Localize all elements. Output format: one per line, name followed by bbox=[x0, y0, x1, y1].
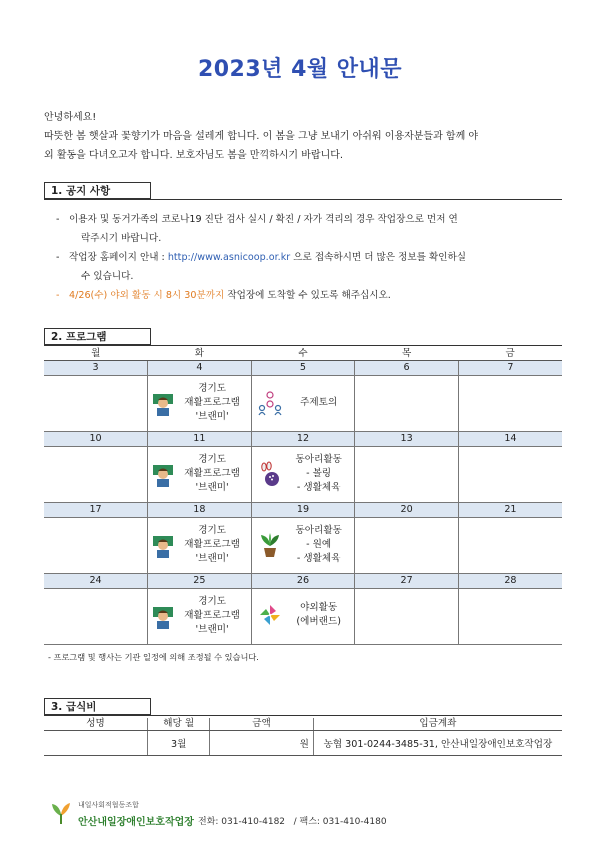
date-cell: 6 bbox=[355, 361, 459, 376]
program-line: 경기도 bbox=[198, 596, 226, 607]
date-cell: 18 bbox=[148, 503, 252, 518]
empty-cell bbox=[44, 589, 148, 645]
program-line: 재활프로그램 bbox=[184, 539, 240, 550]
activity-line: - 볼링 bbox=[306, 468, 332, 479]
notice-list bbox=[56, 210, 562, 305]
intro-line: 외 활동을 다녀오고자 합니다. 보호자님도 봄을 만끽하시기 바랍니다. bbox=[44, 150, 344, 161]
notice-text: 으로 접속하시면 더 많은 정보를 확인하실 bbox=[290, 252, 467, 263]
date-cell: 13 bbox=[355, 432, 459, 447]
activity-line: - 생활체육 bbox=[296, 482, 341, 493]
date-cell: 25 bbox=[148, 574, 252, 589]
date-cell: 19 bbox=[251, 503, 355, 518]
fee-header: 해당 월 bbox=[148, 718, 210, 731]
program-line: '브랜미' bbox=[195, 411, 229, 422]
activity-line: (에버랜드) bbox=[296, 616, 341, 627]
empty-cell bbox=[355, 376, 459, 432]
sprout-logo-icon bbox=[50, 800, 72, 828]
date-cell: 12 bbox=[251, 432, 355, 447]
empty-cell bbox=[355, 447, 459, 503]
program-line: 경기도 bbox=[198, 454, 226, 465]
fee-header: 입금계좌 bbox=[313, 718, 562, 731]
calendar-note: - 프로그램 및 행사는 기관 일정에 의해 조정될 수 있습니다. bbox=[48, 652, 259, 662]
section-heading-meal: 3. 급식비 bbox=[44, 698, 151, 715]
people-discussion-icon bbox=[258, 390, 282, 416]
activity-cell bbox=[251, 376, 355, 432]
notice-item: - 작업장 홈페이지 안내 : http://www.asnicoop.or.kr 으로 접속하시면 더 많은 정보를 확인하실 수 있습니다. bbox=[56, 252, 467, 282]
program-line: 경기도 bbox=[198, 525, 226, 536]
notice-item: - 이용자 및 동거가족의 코로나19 진단 검사 실시 / 확진 / 자가 격리의 경우 작업장으로 먼저 연 락주시기 바랍니다. bbox=[56, 214, 458, 244]
footer bbox=[50, 798, 550, 832]
org-small-name: 내일사회적협동조합 bbox=[78, 801, 139, 809]
program-line: 재활프로그램 bbox=[184, 610, 240, 621]
notice-text: 락주시기 바랍니다. bbox=[81, 233, 162, 244]
program-cell bbox=[148, 518, 252, 574]
empty-cell bbox=[355, 589, 459, 645]
date-cell: 21 bbox=[458, 503, 562, 518]
page-title: 2023년 4월 안내문 bbox=[197, 57, 403, 82]
plant-icon bbox=[258, 532, 282, 558]
date-cell: 27 bbox=[355, 574, 459, 589]
intro-line: 따뜻한 봄 햇살과 꽃향기가 마음을 설레게 합니다. 이 봄을 그냥 보내기 아쉬워 이용자분들과 함께 야 bbox=[44, 131, 479, 142]
fee-amount-cell: 원 bbox=[210, 731, 314, 756]
pinwheel-icon bbox=[258, 603, 282, 629]
date-cell: 3 bbox=[44, 361, 148, 376]
section-heading-program: 2. 프로그램 bbox=[44, 328, 151, 345]
date-cell: 10 bbox=[44, 432, 148, 447]
intro-line: 안녕하세요! bbox=[44, 112, 97, 123]
program-line: 재활프로그램 bbox=[184, 468, 240, 479]
notice-text: 작업장에 도착할 수 있도록 해주십시오. bbox=[224, 290, 391, 301]
date-cell: 5 bbox=[251, 361, 355, 376]
weekday-header: 수 bbox=[251, 348, 355, 361]
program-cell bbox=[148, 447, 252, 503]
fee-name-cell bbox=[44, 731, 148, 756]
date-cell: 28 bbox=[458, 574, 562, 589]
fee-account-cell: 농협 301-0244-3485-31, 안산내일장애인보호작업장 bbox=[313, 731, 562, 756]
weekday-header: 화 bbox=[148, 348, 252, 361]
activity-line: - 원예 bbox=[306, 539, 332, 550]
empty-cell bbox=[44, 518, 148, 574]
section-heading-notice: 1. 공지 사항 bbox=[44, 182, 151, 199]
section-divider bbox=[44, 715, 562, 716]
notice-text: 이용자 및 동거가족의 코로나19 진단 검사 실시 / 확진 / 자가 격리의 경우 작업장으로 먼저 연 bbox=[69, 214, 458, 225]
intro-text bbox=[44, 108, 564, 165]
program-line: '브랜미' bbox=[195, 624, 229, 635]
notice-text: 수 있습니다. bbox=[81, 271, 134, 282]
empty-cell bbox=[458, 589, 562, 645]
program-cell bbox=[148, 589, 252, 645]
activity-cell bbox=[251, 518, 355, 574]
program-line: 경기도 bbox=[198, 383, 226, 394]
activity-line: 주제토의 bbox=[300, 397, 338, 408]
weekday-header: 월 bbox=[44, 348, 148, 361]
activity-line: 야외활동 bbox=[300, 602, 338, 613]
date-cell: 11 bbox=[148, 432, 252, 447]
program-cell bbox=[148, 376, 252, 432]
fee-header: 성명 bbox=[44, 718, 148, 731]
meal-fee-table bbox=[44, 718, 562, 756]
program-line: '브랜미' bbox=[195, 553, 229, 564]
org-name: 안산내일장애인보호작업장 bbox=[78, 817, 194, 828]
activity-line: - 생활체육 bbox=[296, 553, 341, 564]
date-cell: 17 bbox=[44, 503, 148, 518]
bowling-icon bbox=[258, 461, 282, 487]
notice-highlight: 4/26(수) 야외 활동 시 8시 30분까지 bbox=[69, 290, 225, 301]
activity-cell bbox=[251, 447, 355, 503]
empty-cell bbox=[458, 518, 562, 574]
program-line: '브랜미' bbox=[195, 482, 229, 493]
empty-cell bbox=[458, 376, 562, 432]
activity-cell bbox=[251, 589, 355, 645]
contact-info: 전화: 031-410-4182 / 팩스: 031-410-4180 bbox=[198, 817, 387, 827]
date-cell: 20 bbox=[355, 503, 459, 518]
notice-item: - 4/26(수) 야외 활동 시 8시 30분까지 작업장에 도착할 수 있도록 해주십시오. bbox=[56, 290, 391, 301]
teacher-icon bbox=[152, 534, 174, 558]
date-cell: 7 bbox=[458, 361, 562, 376]
fee-header: 금액 bbox=[210, 718, 314, 731]
program-line: 재활프로그램 bbox=[184, 397, 240, 408]
date-cell: 4 bbox=[148, 361, 252, 376]
teacher-icon bbox=[152, 463, 174, 487]
program-calendar bbox=[44, 348, 562, 645]
activity-line: 동아리활동 bbox=[295, 454, 342, 465]
empty-cell bbox=[458, 447, 562, 503]
teacher-icon bbox=[152, 605, 174, 629]
date-cell: 24 bbox=[44, 574, 148, 589]
homepage-link[interactable]: http://www.asnicoop.or.kr bbox=[167, 252, 291, 263]
weekday-header: 목 bbox=[355, 348, 459, 361]
fee-month-cell: 3월 bbox=[148, 731, 210, 756]
empty-cell bbox=[44, 447, 148, 503]
teacher-icon bbox=[152, 392, 174, 416]
empty-cell bbox=[355, 518, 459, 574]
date-cell: 14 bbox=[458, 432, 562, 447]
notice-text: 작업장 홈페이지 안내 : bbox=[69, 252, 168, 263]
weekday-header: 금 bbox=[458, 348, 562, 361]
date-cell: 26 bbox=[251, 574, 355, 589]
activity-line: 동아리활동 bbox=[295, 525, 342, 536]
section-divider bbox=[44, 199, 562, 200]
section-divider bbox=[44, 345, 562, 346]
empty-cell bbox=[44, 376, 148, 432]
